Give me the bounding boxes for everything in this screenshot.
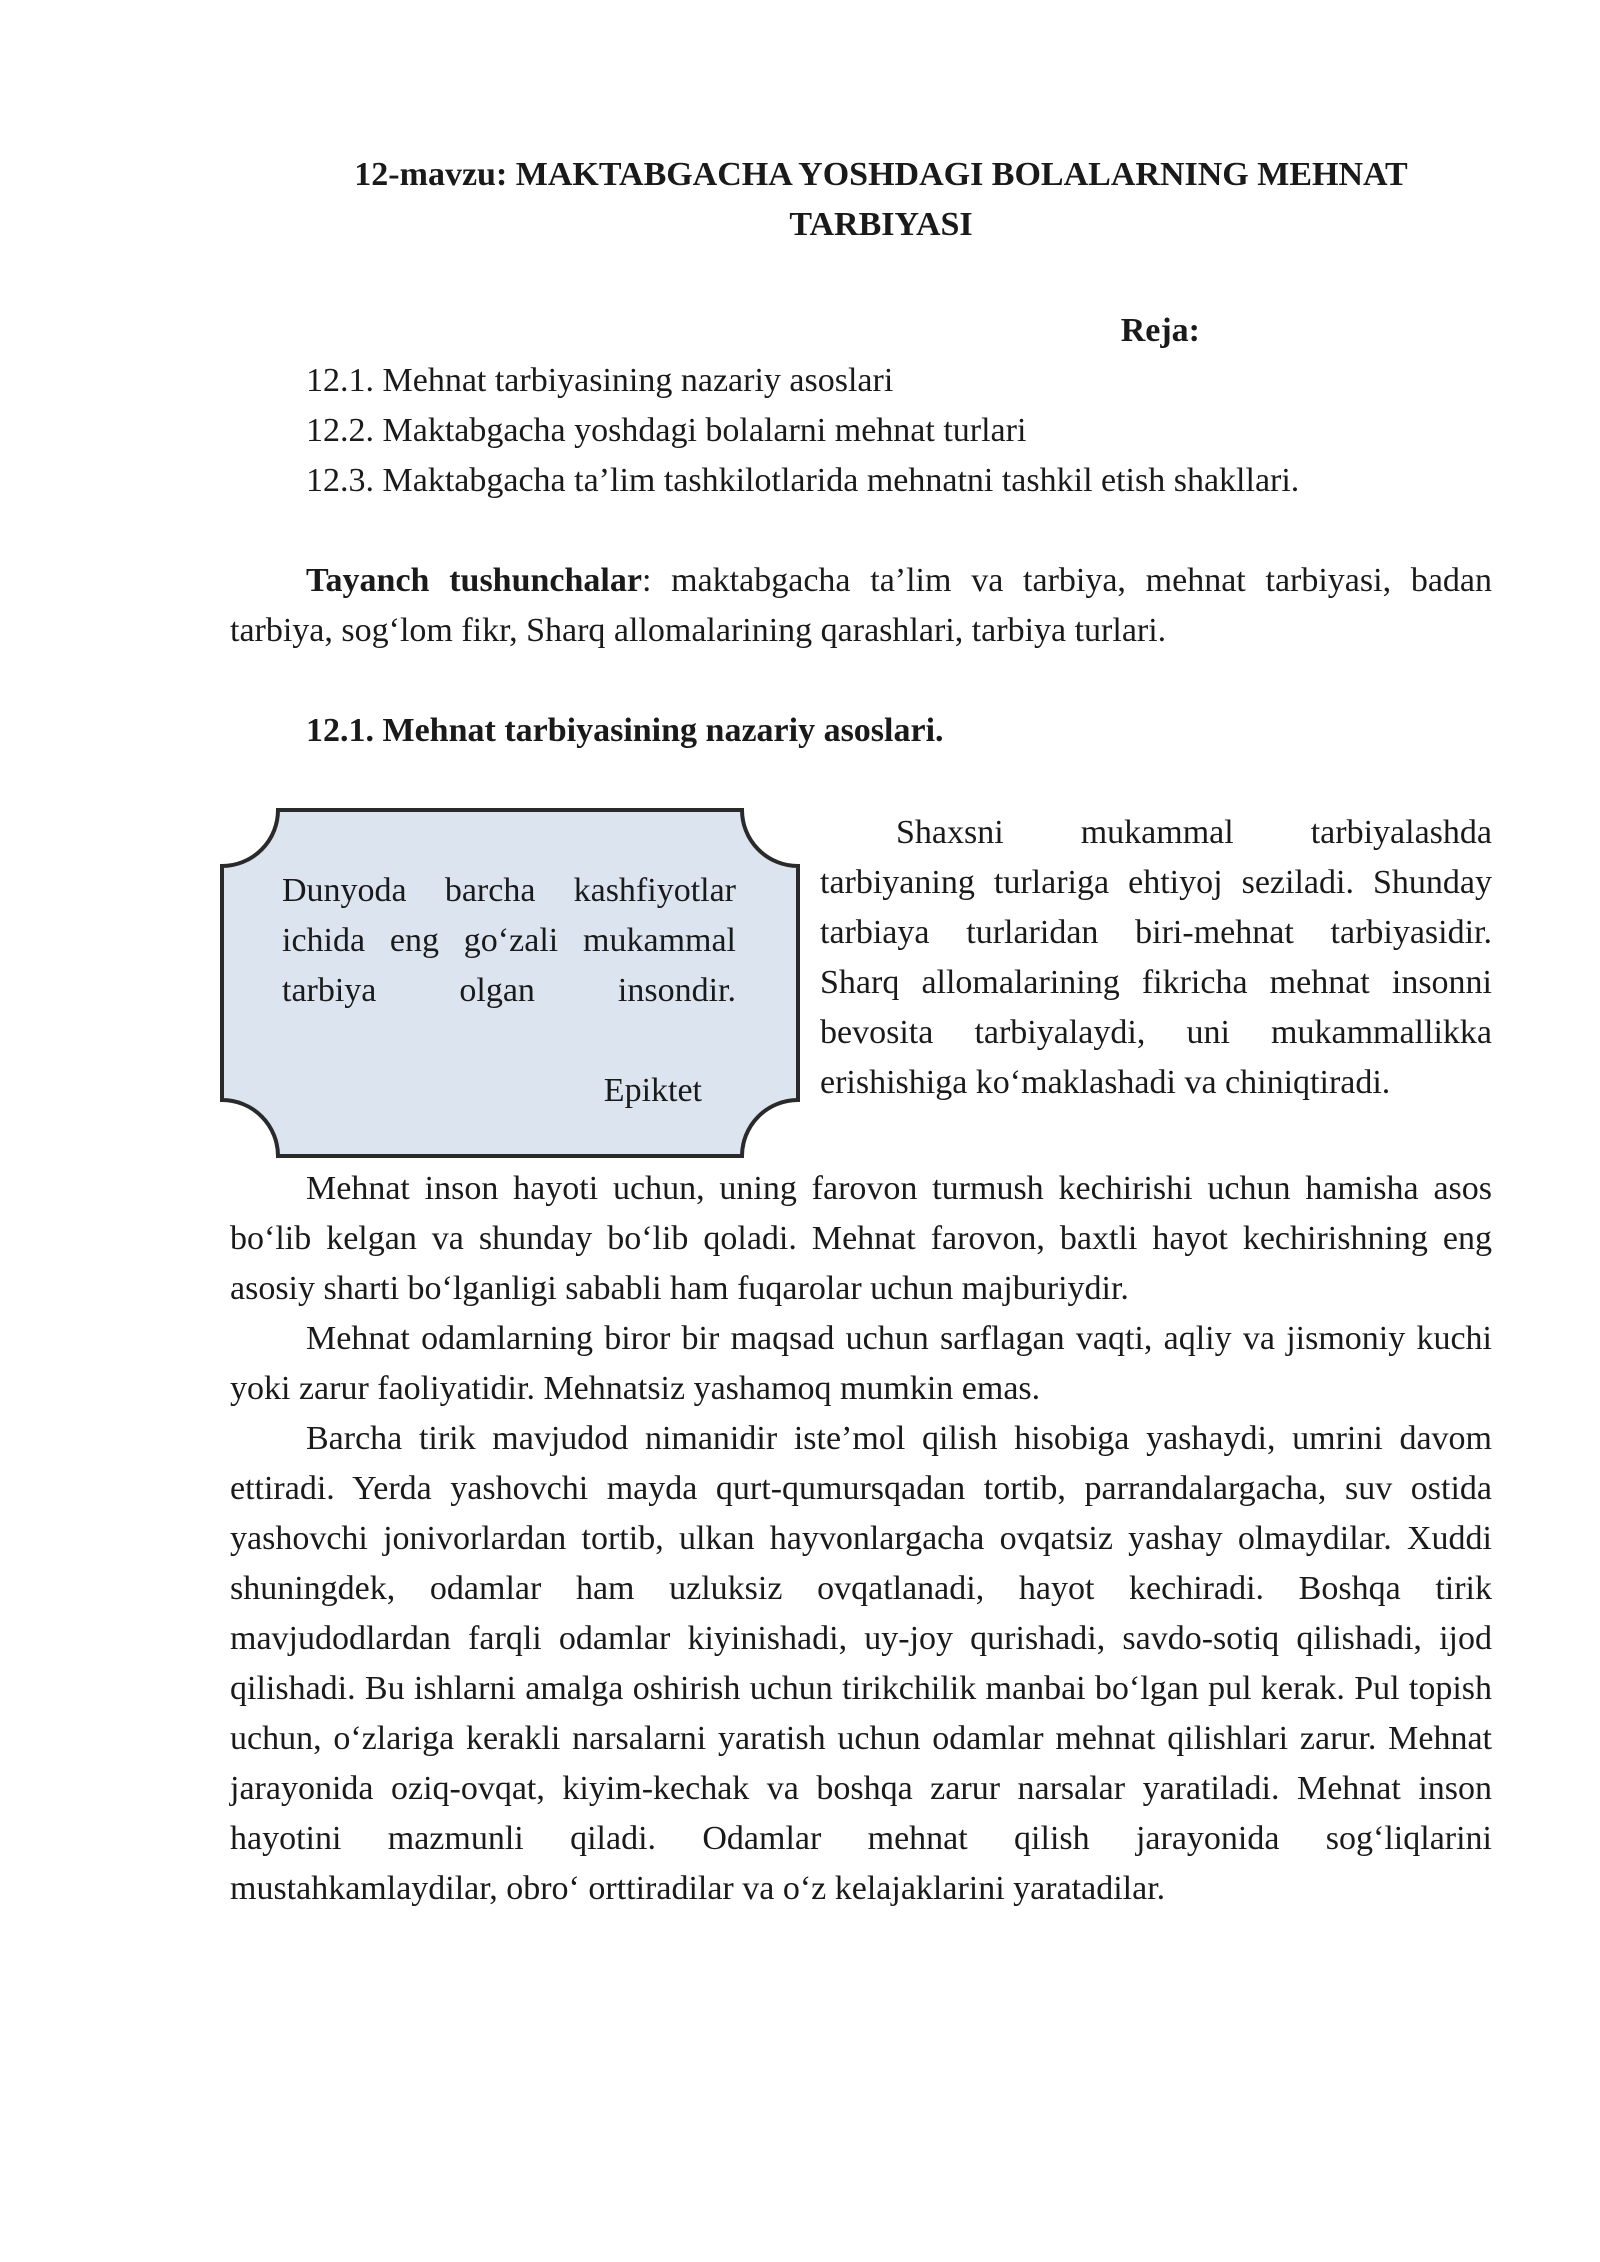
body-paragraph: Shaxsni mukammal tarbiyalashda tarbiyaning turlariga ehtiyoj seziladi. Shunday tarbiaya turlaridan biri-mehnat tarbiyasidir. Sharq allomalarining fikricha mehnat insonni bevosita tarbiyalaydi, uni mukammallikka erishishiga ko‘maklashadi va chiniqtiradi. bbox=[820, 814, 1492, 1101]
title-line-2: TARBIYASI bbox=[789, 206, 973, 243]
body-paragraph: Barcha tirik mavjudod nimanidir iste’mol qilish hisobiga yashaydi, umrini davom ettiradi. Yerda yashovchi mayda qurt-qumursqadan tortib, parrandalargacha, suv ostida yashovchi jonivorlardan tortib, ulkan hayvonlargacha ovqatsiz yashay olmaydilar. Xuddi shuningdek, odamlar ham uzluksiz ovqatlanadi, hayot kechiradi. Boshqa tirik mavjudodlardan farqli odamlar kiyinishadi, uy-joy qurishadi, savdo-sotiq qilishadi, ijod qilishadi. Bu ishlarni amalga oshirish uchun tirikchilik manbai bo‘lgan pul kerak. Pul topish uchun, o‘zlariga kerakli narsalarni yaratish uchun odamlar mehnat qilishlari zarur. Mehnat jarayonida oziq-ovqat, kiyim-kechak va boshqa zarur narsalar yaratiladi. Mehnat inson hayotini mazmunli qiladi. Odamlar mehnat qilish jarayonida sog‘liqlarini mustahkamlaydilar, obro‘ orttiradilar va o‘z kelajaklarini yaratadilar. bbox=[230, 1420, 1492, 1907]
keywords-label: Tayanch tushunchalar bbox=[306, 562, 642, 599]
plan-item: 12.3. Maktabgacha ta’lim tashkilotlarida mehnatni tashkil etish shakllari. bbox=[306, 462, 1300, 499]
document-page bbox=[230, 150, 1492, 1914]
document-title bbox=[230, 150, 1492, 250]
keywords-paragraph bbox=[230, 556, 1492, 656]
quote-text: Dunyoda barcha kashfiyotlar ichida eng go‘zali mukammal tarbiya olgan insondir. bbox=[282, 872, 736, 1009]
plan-item: 12.1. Mehnat tarbiyasining nazariy asoslari bbox=[306, 362, 894, 399]
quote-author: Epiktet bbox=[603, 1072, 702, 1109]
plan-list bbox=[230, 356, 1492, 506]
body-paragraph: Mehnat odamlarning biror bir maqsad uchun sarflagan vaqti, aqliy va jismoniy kuchi yoki zarur faoliyatidir. Mehnatsiz yashamoq mumkin emas. bbox=[230, 1320, 1492, 1407]
plan-title: Reja: bbox=[1120, 312, 1200, 349]
plan-item: 12.2. Maktabgacha yoshdagi bolalarni mehnat turlari bbox=[306, 412, 1027, 449]
title-line-1: 12-mavzu: MAKTABGACHA YOSHDAGI BOLALARNING MEHNAT bbox=[354, 156, 1408, 193]
quote-box bbox=[220, 808, 800, 1158]
body-paragraph: Mehnat inson hayoti uchun, uning farovon turmush kechirishi uchun hamisha asos bo‘lib kelgan va shunday bo‘lib qoladi. Mehnat farovon, baxtli hayot kechirishning eng asosiy sharti bo‘lganligi sababli ham fuqarolar uchun majburiydir. bbox=[230, 1170, 1492, 1307]
section-heading: 12.1. Mehnat tarbiyasining nazariy asoslari. bbox=[306, 712, 944, 749]
keywords-text: : maktabgacha ta’lim va tarbiya, mehnat tarbiyasi, badan tarbiya, sog‘lom fikr, Sharq allomalarining qarashlari, tarbiya turlari. bbox=[230, 562, 1492, 649]
quote-section bbox=[230, 808, 1492, 1164]
